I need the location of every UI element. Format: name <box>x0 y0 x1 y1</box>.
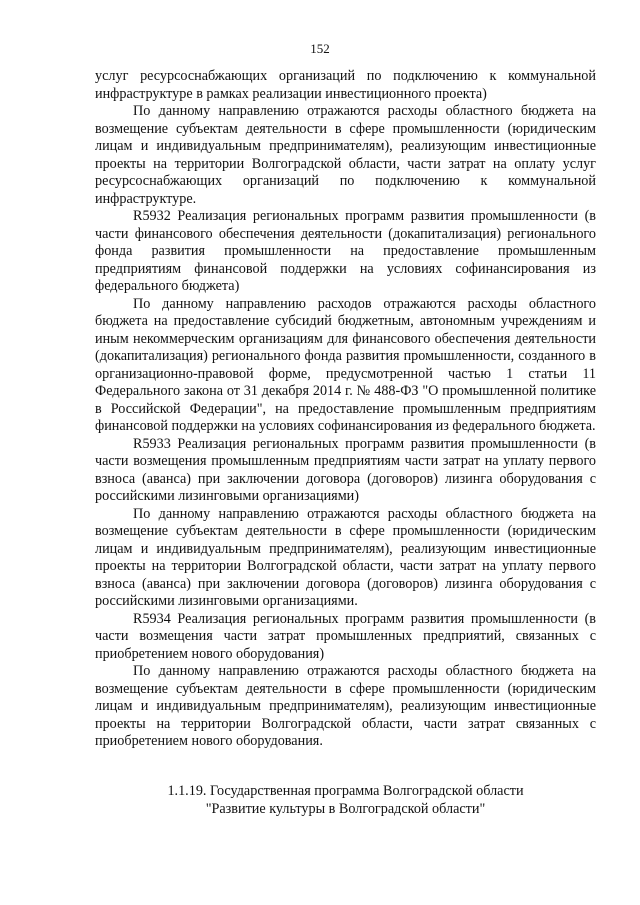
page-number: 152 <box>310 41 330 56</box>
paragraph: По данному направлению расходов отражаются расходы областного бюджета на предоставление субсидий бюджетным, автономным учреждениям и иным некоммерческим организациям для финансового обеспечения деятельности (докапитализация) регионального фонда развития промышленности, созданного в организационно-правовой форме, предусмотренной частью 1 статьи 11 Федерального закона от 31 декабря 2014 г. № 488-ФЗ "О промышленной политике в Российской Федерации", на предоставление промышленным предприятиям финансовой поддержки на условиях софинансирования из федерального бюджета. <box>95 295 596 434</box>
paragraph-code-r5933: R5933 Реализация региональных программ развития промышленности (в части возмещения промышленным предприятиям части затрат на уплату первого взноса (аванса) при заключении договора (договоров) лизинга оборудования с российскими лизинговыми организациями) <box>95 435 596 504</box>
paragraph: По данному направлению отражаются расходы областного бюджета на возмещение субъектам деятельности в сфере промышленности (юридическим лицам и индивидуальным предпринимателям), реализующим инвестиционные проекты на территории Волгоградской области, части затрат связанных с приобретением нового оборудования. <box>95 663 596 749</box>
section-heading <box>95 782 596 818</box>
document-body <box>95 68 596 751</box>
paragraph-code-r5934: R5934 Реализация региональных программ развития промышленности (в части возмещения части затрат промышленных предприятий, связанных с приобретением нового оборудования) <box>95 610 596 662</box>
paragraph-continuation: услуг ресурсоснабжающих организаций по подключению к коммунальной инфраструктуре в рамках реализации инвестиционного проекта) <box>95 68 596 102</box>
section-heading-line-1: 1.1.19. Государственная программа Волгоградской области <box>167 783 524 799</box>
paragraph: По данному направлению отражаются расходы областного бюджета на возмещение субъектам деятельности в сфере промышленности (юридическим лицам и индивидуальным предпринимателям), реализующим инвестиционные проекты на территории Волгоградской области, части затрат на оплату услуг ресурсоснабжающих организаций по подключению к коммунальной инфраструктуре. <box>95 103 596 207</box>
paragraph-code-r5932: R5932 Реализация региональных программ развития промышленности (в части финансового обеспечения деятельности (докапитализация) регионального фонда развития промышленности на предоставление промышленным предприятиям финансовой поддержки на условиях софинансирования из федерального бюджета) <box>95 208 596 294</box>
paragraph: По данному направлению отражаются расходы областного бюджета на возмещение субъектам деятельности в сфере промышленности (юридическим лицам и индивидуальным предпринимателям), реализующим инвестиционные проекты на территории Волгоградской области, части затрат на уплату первого взноса (аванса) при заключении договора (договоров) лизинга оборудования с российскими лизинговыми организациями. <box>95 505 596 609</box>
section-heading-line-2: "Развитие культуры в Волгоградской области" <box>205 801 486 817</box>
